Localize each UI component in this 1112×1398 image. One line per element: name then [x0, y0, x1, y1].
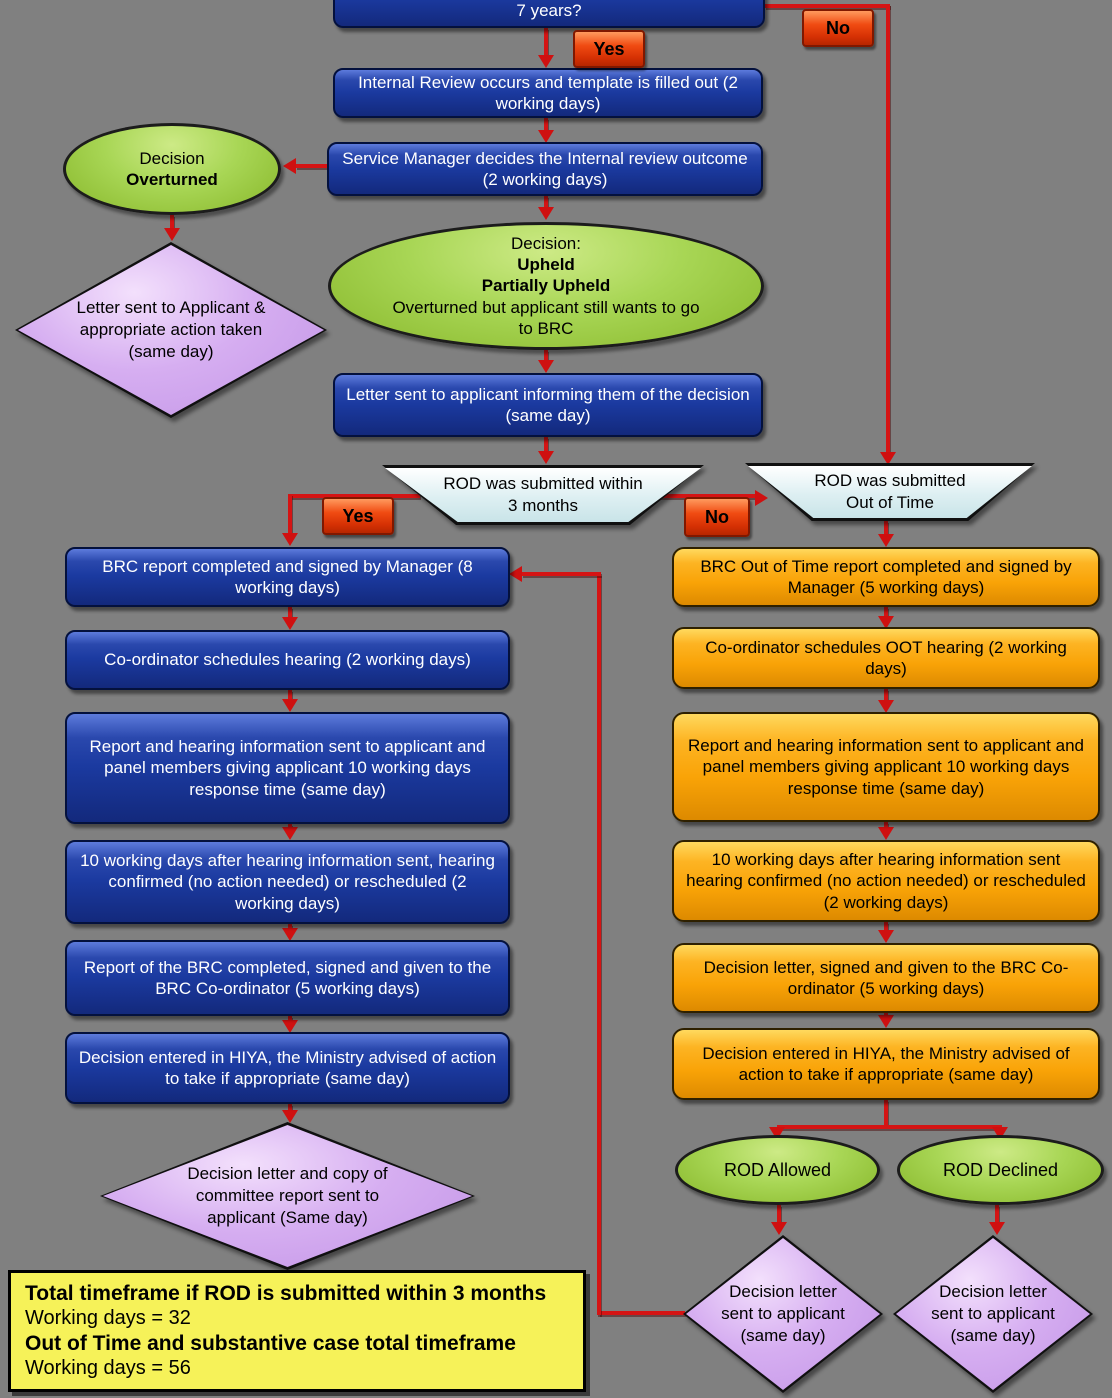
- label-no-mid: [684, 497, 750, 537]
- summary-title: Total timeframe if ROD is submitted within 3 months: [25, 1282, 547, 1305]
- process-label: Co-ordinator schedules OOT hearing (2 working days): [705, 637, 1067, 678]
- process-label: Service Manager decides the Internal review outcome (2 working days): [342, 148, 748, 189]
- flow-arrowhead: [771, 1222, 787, 1235]
- no-label: No: [705, 506, 729, 527]
- flow-arrowhead: [538, 360, 554, 373]
- flow-arrowhead: [282, 827, 298, 840]
- flow-arrowhead: [282, 699, 298, 712]
- flow-arrowhead: [509, 566, 522, 582]
- connector-return-bottom: [599, 1311, 685, 1315]
- diamond-text: [100, 1122, 475, 1270]
- process-ten-days-oot: [672, 840, 1100, 922]
- yes-label: Yes: [593, 38, 625, 59]
- connector-return-up: [597, 574, 601, 1315]
- process-letter-informing: [333, 373, 763, 437]
- process-report-of-brc: [65, 940, 510, 1016]
- process-seven-years: [333, 0, 765, 28]
- decision-overturned-ellipse: [63, 123, 281, 215]
- flow-arrowhead: [282, 617, 298, 630]
- process-label: Co-ordinator schedules hearing (2 working days): [104, 650, 471, 670]
- trapezoid-label: ROD was submitted Out of Time: [814, 470, 966, 512]
- diamond-text: [15, 242, 327, 418]
- process-internal-review: [333, 68, 763, 118]
- decision-letter-copy-diamond: [100, 1122, 475, 1270]
- process-decision-letter-signed: [672, 943, 1100, 1013]
- process-label: Decision entered in HIYA, the Ministry advised of action to take if appropriate (same day): [702, 1043, 1070, 1084]
- decision-label: ROD Allowed: [723, 1159, 832, 1180]
- rod-declined-ellipse: [897, 1135, 1104, 1205]
- diamond-label: Decision letter sent to applicant (same day): [931, 1281, 1055, 1346]
- decision-label-bold: Overturned: [126, 170, 218, 189]
- flow-arrowhead: [878, 827, 894, 840]
- flow-arrowhead: [538, 207, 554, 220]
- decision-label: ROD Declined: [942, 1159, 1059, 1180]
- decision-label: Overturned but applicant still wants to go to BRC: [392, 297, 700, 338]
- process-label: 10 working days after hearing information sent, hearing confirmed (no action needed) or rescheduled (2 working days): [80, 851, 495, 913]
- flow-arrowhead: [878, 534, 894, 547]
- flow-arrowhead: [878, 1015, 894, 1028]
- diamond-label: Decision letter sent to applicant (same day): [721, 1281, 845, 1346]
- process-brc-report: [65, 547, 510, 607]
- trapezoid-text: [745, 463, 1035, 521]
- diamond-text: [893, 1235, 1093, 1393]
- decision-label: Decision:: [511, 233, 581, 253]
- summary-value: Working days = 56: [25, 1356, 191, 1379]
- summary-timeframe-box: [8, 1270, 586, 1392]
- flow-arrowhead: [538, 451, 554, 464]
- no-label: No: [826, 17, 850, 38]
- decision-letter-allowed-diamond: [683, 1235, 883, 1393]
- connector-no-down: [886, 4, 890, 454]
- summary-title: Out of Time and substantive case total timeframe: [25, 1331, 516, 1355]
- process-label: BRC Out of Time report completed and signed by Manager (5 working days): [700, 556, 1072, 597]
- process-label: Report and hearing information sent to applicant and panel members giving applicant 10 working days response time (same day): [688, 736, 1084, 798]
- decision-letter-declined-diamond: [893, 1235, 1093, 1393]
- connector: [884, 1100, 888, 1127]
- process-label: 7 years?: [516, 0, 582, 20]
- connector: [544, 28, 548, 58]
- rod-allowed-ellipse: [675, 1135, 880, 1205]
- process-brc-oot-report: [672, 547, 1100, 607]
- decision-label-bold: Partially Upheld: [481, 276, 611, 296]
- decision-label: Decision: [139, 148, 205, 168]
- connector: [544, 437, 548, 452]
- flow-arrowhead: [283, 158, 296, 174]
- process-label: Report and hearing information sent to applicant and panel members giving applicant 10 working days response time (same day): [89, 737, 486, 799]
- diamond-text: [683, 1235, 883, 1393]
- process-label: Report of the BRC completed, signed and given to the BRC Co-ordinator (5 working days): [83, 957, 492, 998]
- process-service-manager: [327, 142, 763, 196]
- process-decision-hiya-oot: [672, 1028, 1100, 1100]
- connector: [288, 494, 292, 536]
- decision-label-bold: Upheld: [517, 255, 575, 275]
- label-no-top: [802, 9, 874, 47]
- process-label: Decision letter, signed and given to the BRC Co-ordinator (5 working days): [703, 957, 1069, 998]
- process-label: 10 working days after hearing information sent hearing confirmed (no action needed) or rescheduled (2 working days): [686, 850, 1086, 912]
- rod-oot-trapezoid: [745, 463, 1035, 521]
- diamond-label: Decision letter and copy of committee report sent to applicant (Same day): [187, 1163, 388, 1228]
- label-yes-top: [573, 30, 645, 68]
- flow-arrowhead: [282, 533, 298, 546]
- process-label: Decision entered in HIYA, the Ministry advised of action to take if appropriate (same day): [78, 1047, 497, 1088]
- flow-arrowhead: [989, 1222, 1005, 1235]
- process-report-hearing-oot: [672, 712, 1100, 822]
- connector-to-overturned: [296, 164, 329, 168]
- diamond-label: Letter sent to Applicant & appropriate action taken (same day): [76, 297, 266, 362]
- process-coordinator-hearing: [65, 630, 510, 690]
- flow-arrowhead: [164, 228, 180, 241]
- label-yes-mid: [322, 497, 394, 535]
- process-decision-hiya: [65, 1032, 510, 1104]
- trapezoid-label: ROD was submitted within 3 months: [443, 473, 643, 515]
- decision-outcome-ellipse: [328, 222, 764, 350]
- flow-arrowhead: [538, 55, 554, 68]
- process-report-hearing-info: [65, 712, 510, 824]
- trapezoid-text: [382, 465, 704, 525]
- process-ten-working-days: [65, 840, 510, 924]
- summary-value: Working days = 32: [25, 1307, 191, 1330]
- process-label: Letter sent to applicant informing them of the decision (same day): [346, 384, 750, 425]
- yes-label: Yes: [342, 505, 374, 526]
- process-label: BRC report completed and signed by Manager (8 working days): [102, 556, 473, 597]
- process-label: Internal Review occurs and template is filled out (2 working days): [358, 72, 738, 113]
- process-coordinator-oot: [672, 627, 1100, 689]
- rod-3months-trapezoid: [382, 465, 704, 525]
- connector-top-to-no: [765, 4, 890, 8]
- letter-applicant-diamond: [15, 242, 327, 418]
- connector-return-top: [522, 572, 601, 576]
- connector-split: [777, 1125, 1002, 1129]
- flow-arrowhead: [878, 930, 894, 943]
